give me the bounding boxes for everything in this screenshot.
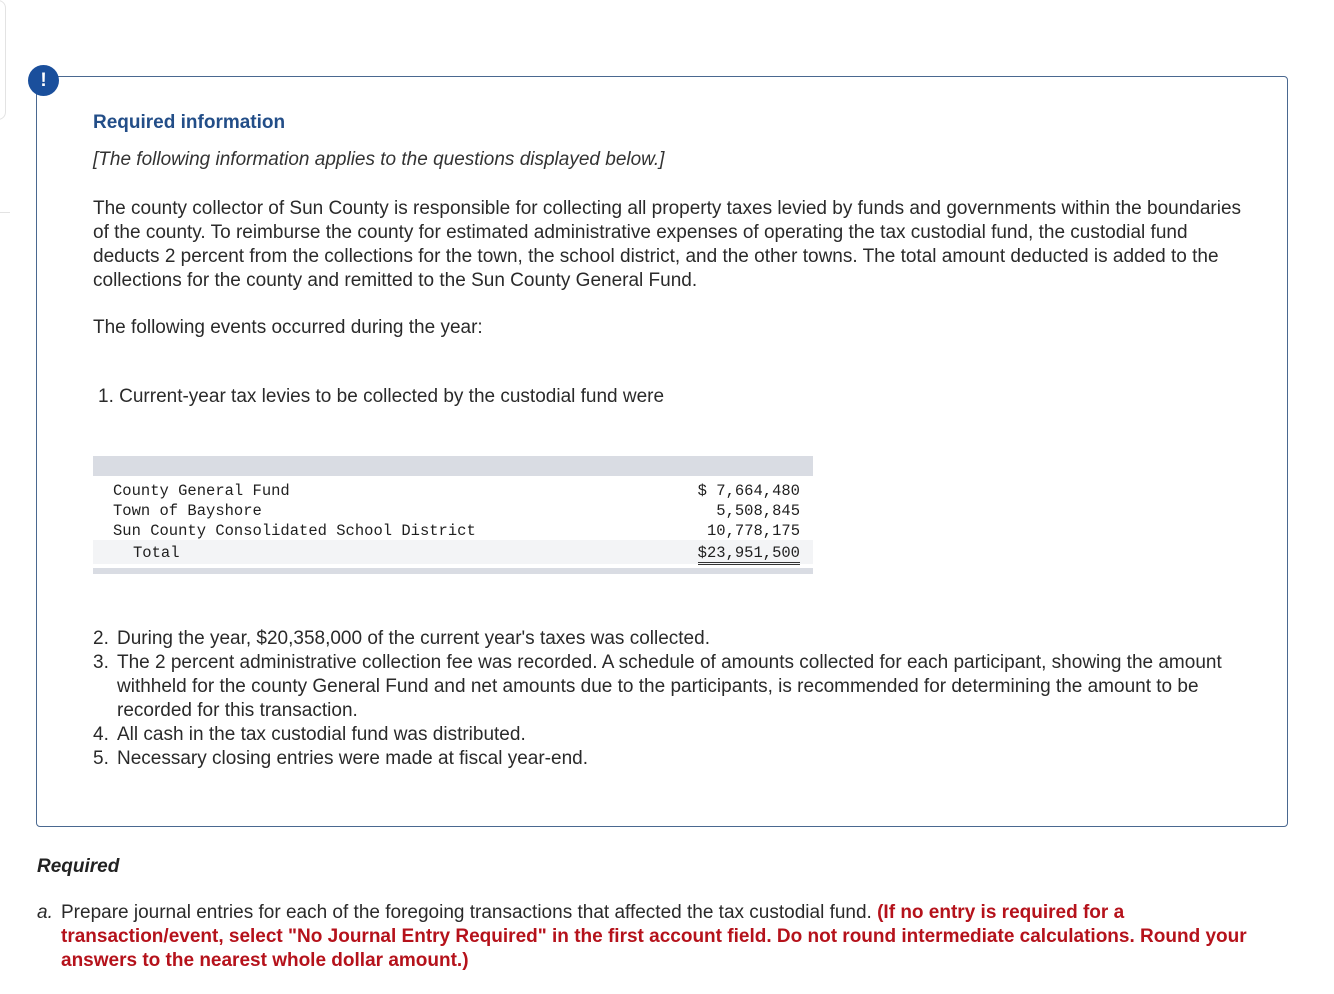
- side-panel-edge: [0, 0, 6, 120]
- task-letter: a.: [37, 902, 53, 923]
- levy-amount: 5,508,845: [716, 502, 800, 520]
- event-text: All cash in the tax custodial fund was distributed.: [117, 724, 526, 745]
- event-text: Necessary closing entries were made at fiscal year-end.: [117, 748, 588, 769]
- table-footer-band: [93, 568, 813, 574]
- event-number: 3.: [93, 652, 109, 673]
- task-a: [37, 901, 1287, 973]
- event-item-2: [93, 627, 1223, 651]
- event-item-1: 1. Current-year tax levies to be collected by the custodial fund were: [98, 386, 665, 407]
- event-item-5: [93, 747, 1223, 771]
- total-label: Total: [133, 544, 180, 562]
- intro-paragraph: The county collector of Sun County is responsible for collecting all property taxes levied by funds and governments within the boundaries of the county. To reimburse the county for estimated administrative expenses of operating the tax custodial fund, the custodial fund deducts 2 percent from the collections for the town, the school district, and the other towns. The total amount deducted is added to the collections for the county and remitted to the Sun County General Fund.: [93, 198, 1242, 291]
- event-number: 5.: [93, 748, 109, 769]
- levy-name: Town of Bayshore: [113, 502, 262, 520]
- table-row: [93, 480, 813, 500]
- table-header-band: [93, 456, 813, 476]
- side-divider: [0, 212, 10, 213]
- event-item-3: [93, 651, 1223, 723]
- events-list: [93, 627, 1223, 771]
- event-text: During the year, $20,358,000 of the current year's taxes was collected.: [117, 628, 710, 649]
- exclamation-icon: !: [28, 65, 59, 96]
- event-text: The 2 percent administrative collection fee was recorded. A schedule of amounts collected for each participant, showing the amount withheld for the county General Fund and net amounts due to the participants, is recommended for determining the amount to be recorded for this transaction.: [117, 652, 1222, 721]
- levy-amount: $ 7,664,480: [697, 482, 800, 500]
- task-instruction: (If no entry is required for a transaction/event, select "No Journal Entry Required" in the first account field. Do not round intermediate calculations. Round your answers to the nearest whole dollar amount.): [61, 902, 1247, 971]
- applies-note: [The following information applies to the questions displayed below.]: [93, 149, 665, 170]
- events-lead: The following events occurred during the year:: [93, 317, 483, 338]
- table-total-row: [93, 540, 813, 564]
- levy-name: County General Fund: [113, 482, 290, 500]
- required-heading: Required: [37, 856, 120, 877]
- event-number: 2.: [93, 628, 109, 649]
- event-number: 4.: [93, 724, 109, 745]
- event-item-4: [93, 723, 1223, 747]
- tax-levies-table: [93, 456, 813, 574]
- table-row: [93, 520, 813, 540]
- table-row: [93, 500, 813, 520]
- required-information-title: Required information: [93, 112, 286, 133]
- levy-name: Sun County Consolidated School District: [113, 522, 476, 540]
- total-amount: $23,951,500: [698, 544, 800, 565]
- task-body: [37, 901, 1287, 973]
- task-text: Prepare journal entries for each of the foregoing transactions that affected the tax custodial fund.: [61, 902, 872, 923]
- levy-amount: 10,778,175: [706, 522, 800, 540]
